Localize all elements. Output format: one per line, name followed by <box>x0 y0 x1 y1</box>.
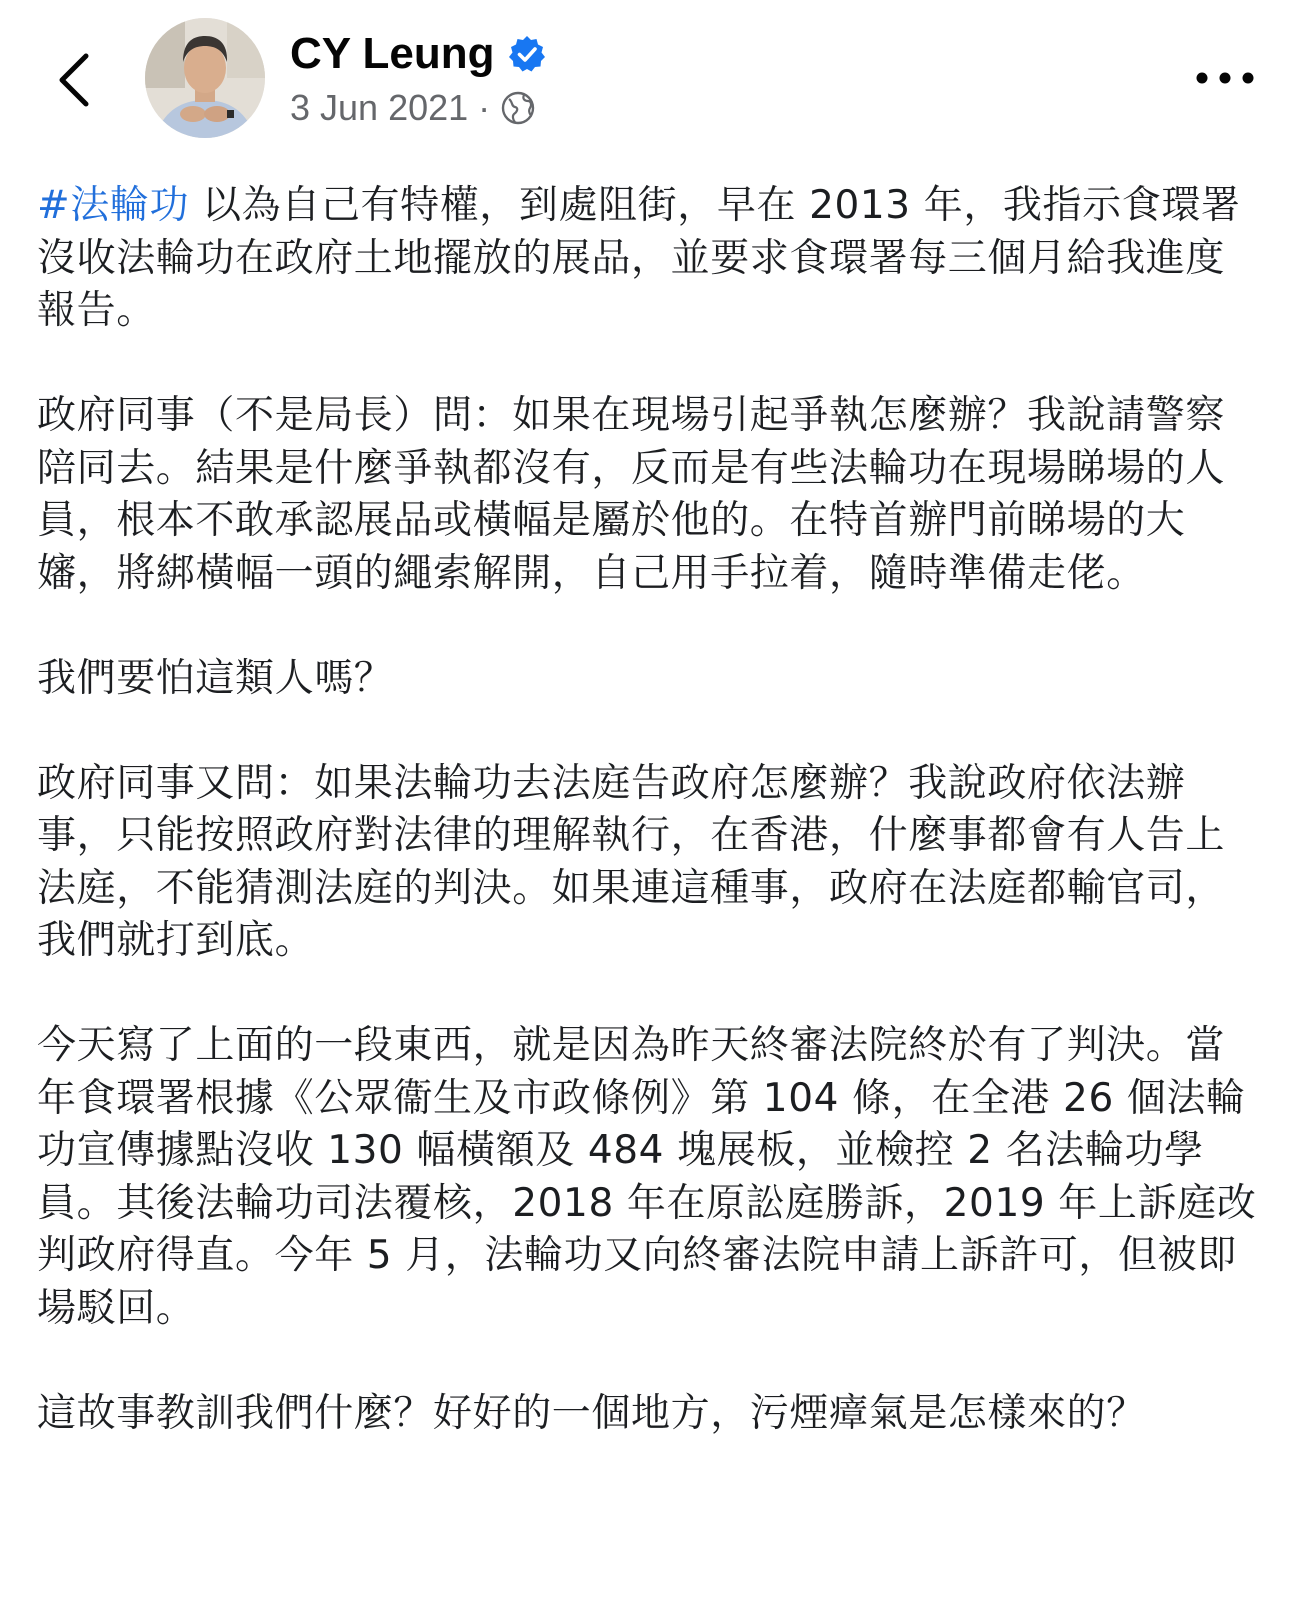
chevron-left-icon <box>56 50 92 110</box>
post-paragraph-6: 這故事教訓我們什麼？好好的一個地方，污煙瘴氣是怎樣來的？ <box>37 1390 1146 1436</box>
post-body <box>37 180 1257 1493</box>
post-paragraph-4: 政府同事又問：如果法輪功去法庭告政府怎麼辦？我說政府依法辦事，只能按照政府對法律的理解執行，在香港，什麼事都會有人告上法庭，不能猜測法庭的判決。如果連這種事，政府在法庭都輸官司，我們就打到底。 <box>37 760 1226 963</box>
paragraph-1-text: 以為自己有特權，到處阻街，早在 2013 年，我指示食環署沒收法輪功在政府土地擺放的展品，並要求食環署每三個月給我進度報告。 <box>37 183 1241 333</box>
post-paragraph-1 <box>37 180 1257 338</box>
more-options-button[interactable] <box>1185 55 1265 101</box>
post-date[interactable]: 3 Jun 2021 <box>290 87 469 128</box>
profile-photo <box>145 18 265 138</box>
post-header <box>0 0 1290 150</box>
author-name-text[interactable]: CY Leung <box>290 29 495 78</box>
verified-badge-icon <box>507 34 547 74</box>
hashtag-link[interactable]: #法輪功 <box>37 183 190 228</box>
post-paragraph-2: 政府同事（不是局長）問：如果在現場引起爭執怎麼辦？我說請警察陪同去。結果是什麼爭執都沒有，反而是有些法輪功在現場睇場的人員，根本不敢承認展品或橫幅是屬於他的。在特首辦門前睇場的大嬸，將綁橫幅一頭的繩索解開，自己用手拉着，隨時準備走佬。 <box>37 393 1226 596</box>
author-name[interactable] <box>290 28 547 80</box>
meta-separator: · <box>478 87 491 128</box>
globe-icon[interactable] <box>500 90 536 126</box>
avatar[interactable] <box>145 18 265 138</box>
post-paragraph-3: 我們要怕這類人嗎？ <box>37 655 394 701</box>
post-paragraph-5: 今天寫了上面的一段東西，就是因為昨天終審法院終於有了判決。當年食環署根據《公眾衞生及市政條例》第 104 條，在全港 26 個法輪功宣傳據點沒收 130 幅橫額及 484 塊展板，並檢控 2 名法輪功學員。其後法輪功司法覆核，2018 年在原訟庭勝訴，2019 年上訴庭改判政府得直。今年 5 月，法輪功又向終審法院申請上訴許可，但被即場駁回。 <box>37 1023 1257 1331</box>
back-button[interactable] <box>44 40 104 120</box>
more-horizontal-icon <box>1195 71 1255 85</box>
post-meta <box>290 86 536 130</box>
